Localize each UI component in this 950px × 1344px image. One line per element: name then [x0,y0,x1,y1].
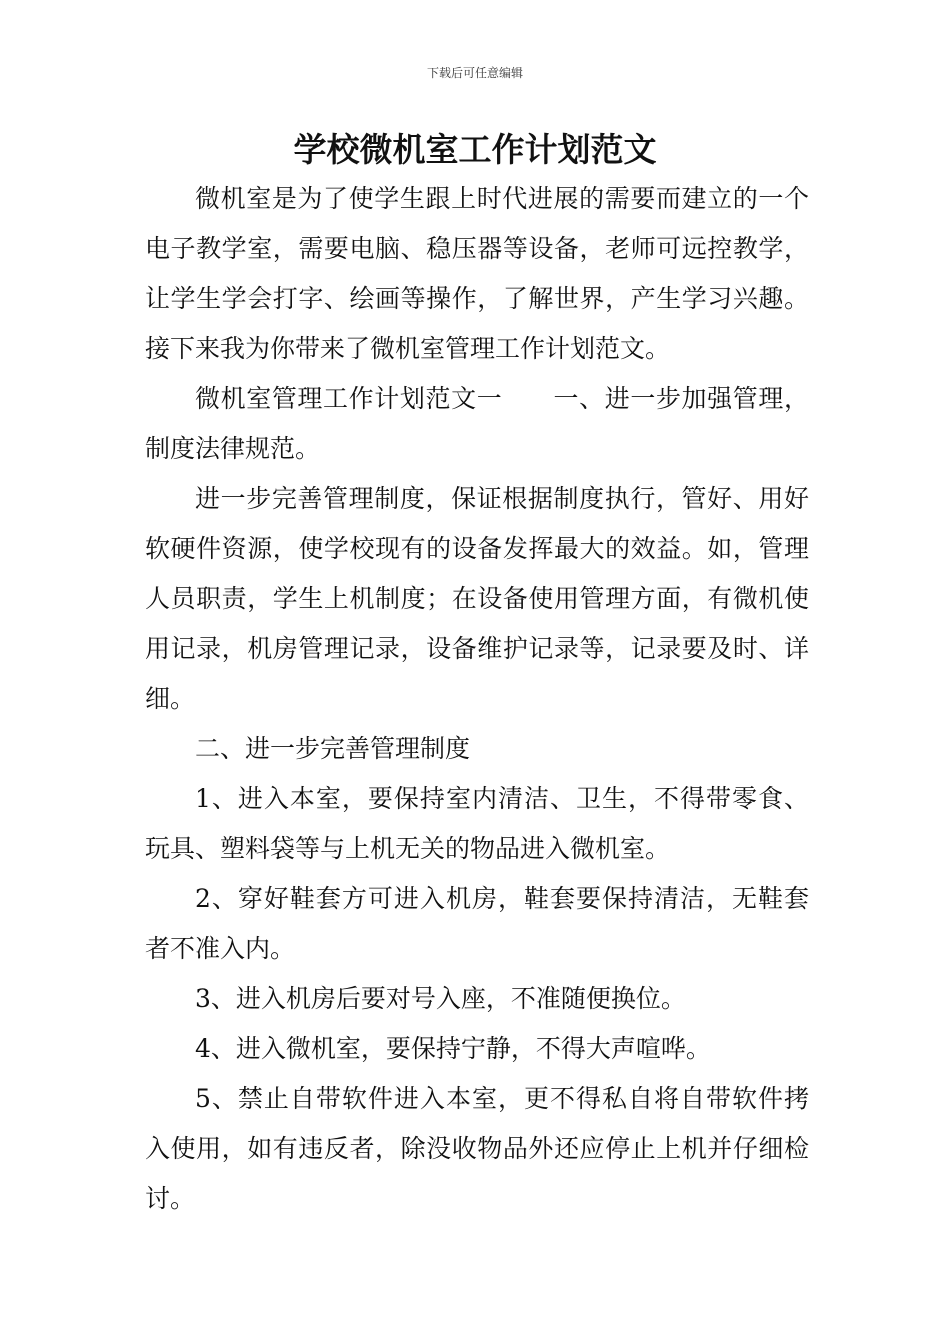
rule-item-5: 5、禁止自带软件进入本室，更不得私自将自带软件拷入使用，如有违反者，除没收物品外还应停止上机并仔细检讨。 [145,1084,809,1213]
rule-item-1: 1、进入本室，要保持室内清洁、卫生，不得带零食、玩具、塑料袋等与上机无关的物品进入微机室。 [145,784,809,863]
paragraph-management: 进一步完善管理制度，保证根据制度执行，管好、用好软硬件资源，使学校现有的设备发挥最大的效益。如，管理人员职责，学生上机制度；在设备使用管理方面，有微机使用记录，机房管理记录，设备维护记录等，记录要及时、详细。 [145,484,809,713]
paragraph-plan-one: 微机室管理工作计划范文一 一、进一步加强管理，制度法律规范。 [145,384,809,463]
rule-item-4: 4、进入微机室，要保持宁静，不得大声喧哗。 [195,1034,711,1063]
document-body [145,174,809,1224]
paragraph-intro: 微机室是为了使学生跟上时代进展的需要而建立的一个电子教学室，需要电脑、稳压器等设备，老师可远控教学，让学生学会打字、绘画等操作，了解世界，产生学习兴趣。接下来我为你带来了微机室管理工作计划范文。 [145,184,809,363]
page-header-note: 下载后可任意编辑 [426,66,523,80]
rule-item-3: 3、进入机房后要对号入座，不准随便换位。 [195,984,686,1013]
section-heading-two: 二、进一步完善管理制度 [195,734,471,763]
document-title: 学校微机室工作计划范文 [293,130,657,169]
rule-item-2: 2、穿好鞋套方可进入机房，鞋套要保持清洁，无鞋套者不准入内。 [145,884,809,963]
